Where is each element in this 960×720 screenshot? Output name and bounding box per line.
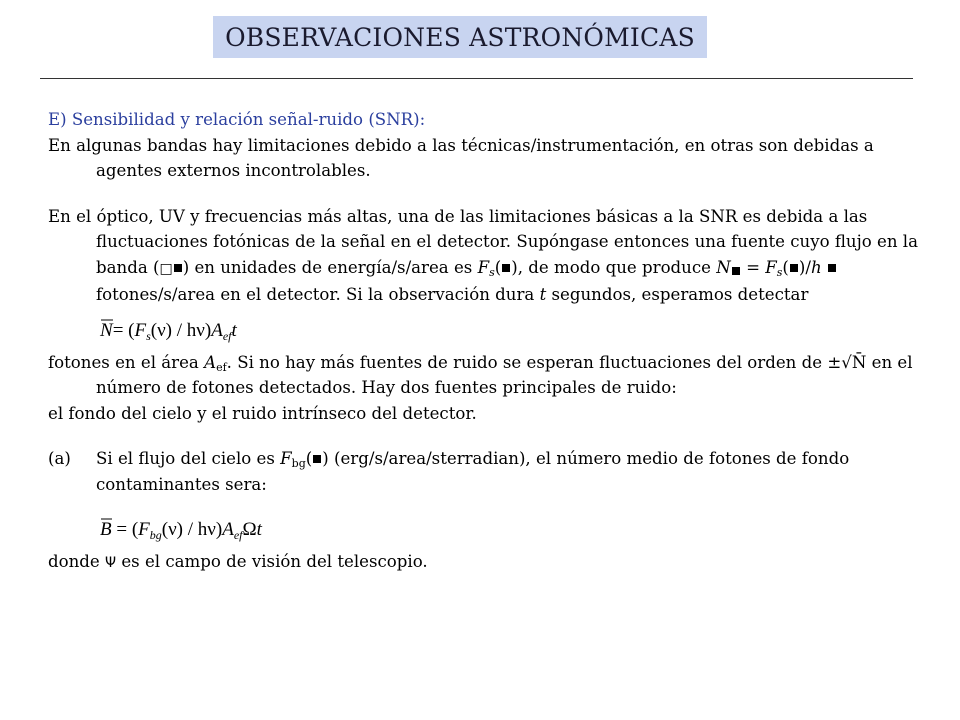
spacer [48,184,918,204]
section-title: E) Sensibilidad y relación señal-ruido (SNR): [48,110,426,129]
missing-glyph [790,264,798,272]
equation-background-count-render [96,511,356,545]
title-box [213,16,707,58]
equation-background-count [48,507,918,549]
paragraph-1: En algunas bandas hay limitaciones debido a las técnicas/instrumentación, en otras son debidas a agentes externos incontrolables. [48,135,874,180]
eq2-text: $B = (F_{bg}(\nu) / h\nu)A_{ef}\Omega t$ [100,519,262,542]
missing-glyph [174,264,182,272]
missing-glyph [828,264,836,272]
list-item-label: (a) [48,449,71,468]
eq1-text: $N= (F_s(\nu) / h\nu)A_{ef}t$ [100,319,237,343]
title-divider [40,78,913,79]
missing-glyph [732,267,740,275]
slide-content [48,107,918,577]
spacer [48,426,918,446]
sqrt-expression: ±√N̄ [827,352,867,372]
list-item-text: Si el flujo del cielo es $F_{bg}$( ) (erg/s/area/sterradian), el número medio de fotones de fondo contaminantes sera: [96,449,850,494]
paragraph-2: En el óptico, UV y frecuencias más altas, una de las limitaciones básicas a la SNR es debida a las fluctuaciones fotónicas de la señal en el detector. Supóngase entonces una fuente cuyo flujo en la banda (□ ) en unidades de energía/s/area es $F_s$( ), de modo que produce $N = F_s$( )/h fotones/s/area en el detector. Si la observación dura t segundos, esperamos detectar [48,206,919,304]
paragraph-4: donde Ψ es el campo de visión del telescopio. [48,552,428,571]
equation-photon-count-render [96,312,356,346]
missing-glyph [313,455,321,463]
delta-glyph: □ [159,260,173,277]
page-title: OBSERVACIONES ASTRONÓMICAS [225,22,695,52]
omega-glyph: Ψ [105,555,117,571]
list-item-a [48,446,918,497]
paragraph-3: fotones en el área $A_{ef}$. Si no hay más fuentes de ruido se esperan fluctuaciones del orden de ±√N̄ en el número de fotones detectados. Hay dos fuentes principales de ruido: [48,352,913,397]
paragraph-3-end: el fondo del cielo y el ruido intrínseco del detector. [48,403,477,423]
equation-photon-count [48,308,918,350]
eq1-N: N [100,319,113,341]
missing-glyph [502,264,510,272]
